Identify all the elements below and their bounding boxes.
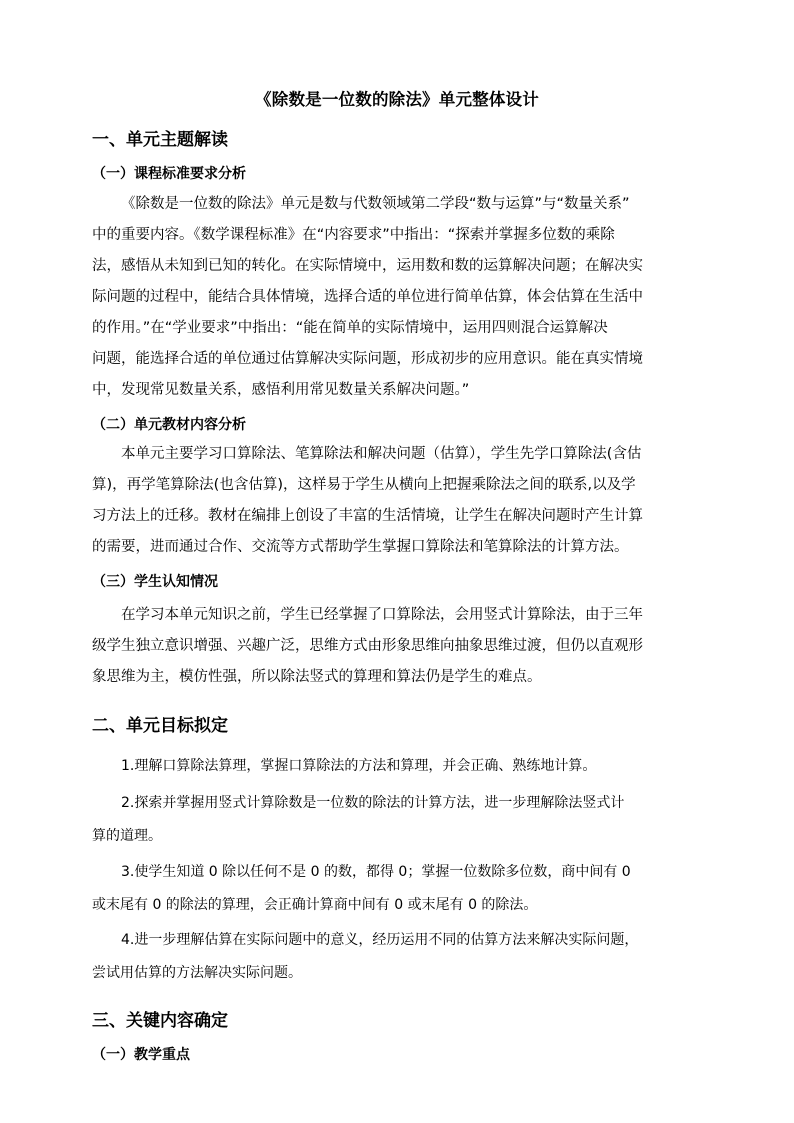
paragraph-line: 算)，再学笔算除法(也含估算)，这样易于学生从横向上把握乘除法之间的联系,以及学	[92, 477, 636, 493]
subsection-heading-1-1: （一）课程标准要求分析	[92, 166, 246, 182]
paragraph-line: 习方法上的迁移。教材在编排上创设了丰富的生活情境，让学生在解决问题时产生计算	[92, 508, 643, 524]
paragraph-textbook-analysis	[92, 439, 704, 563]
paragraph-line: 中的重要内容。《数学课程标准》在“内容要求”中指出：“探索并掌握多位数的乘除	[92, 227, 615, 243]
subsection-heading-3-1: （一）教学重点	[92, 1047, 190, 1063]
goal-line: 算的道理。	[92, 828, 162, 844]
paragraph-line: 本单元主要学习口算除法、笔算除法和解决问题（估算），学生先学口算除法(含估	[121, 446, 642, 462]
paragraph-line: 问题，能选择合适的单位通过估算解决实际问题，形成初步的应用意识。能在真实情境	[92, 351, 643, 367]
goal-item-1	[92, 750, 704, 783]
paragraph-line: 在学习本单元知识之前，学生已经掌握了口算除法，会用竖式计算除法，由于三年	[121, 607, 643, 623]
section-heading-2: 二、单元目标拟定	[92, 716, 228, 736]
paragraph-line: 际问题的过程中，能结合具体情境，选择合适的单位进行简单估算，体会估算在生活中	[92, 289, 643, 305]
paragraph-curriculum-standard	[92, 189, 704, 406]
section-heading-1: 一、单元主题解读	[92, 130, 228, 150]
document-title: 《除数是一位数的除法》单元整体设计	[255, 90, 539, 109]
subsection-heading-1-3: （三）学生认知情况	[92, 574, 218, 590]
paragraph-line: 中，发现常见数量关系，感悟利用常见数量关系解决问题。”	[92, 382, 470, 398]
goal-line: 4.进一步理解估算在实际问题中的意义，经历运用不同的估算方法来解决实际问题，	[121, 932, 639, 948]
goal-line: 1.理解口算除法算理，掌握口算除法的方法和算理，并会正确、熟练地计算。	[121, 758, 597, 774]
goal-item-2	[92, 787, 704, 853]
paragraph-line: 法，感悟从未知到已知的转化。在实际情境中，运用数和数的运算解决问题；在解决实	[92, 258, 643, 274]
goal-line: 3.使学生知道 0 除以任何不是 0 的数，都得 0；掌握一位数除多位数，商中间有 0	[121, 864, 631, 880]
section-heading-3: 三、关键内容确定	[92, 1011, 228, 1031]
goal-item-4	[92, 924, 704, 990]
paragraph-line: 《除数是一位数的除法》单元是数与代数领域第二学段“数与运算”与“数量关系”	[121, 196, 630, 212]
paragraph-student-cognition	[92, 600, 704, 693]
paragraph-line: 象思维为主，模仿性强，所以除法竖式的算理和算法仍是学生的难点。	[92, 669, 542, 685]
paragraph-line: 的作用。”在“学业要求”中指出：“能在简单的实际情境中，运用四则混合运算解决	[92, 320, 608, 336]
goal-line: 2.探索并掌握用竖式计算除数是一位数的除法的计算方法，进一步理解除法竖式计	[121, 795, 625, 811]
goal-line: 或末尾有 0 的除法的算理，会正确计算商中间有 0 或末尾有 0 的除法。	[92, 897, 538, 913]
goal-line: 尝试用估算的方法解决实际问题。	[92, 965, 302, 981]
paragraph-line: 级学生独立意识增强、兴趣广泛，思维方式由形象思维向抽象思维过渡，但仍以直观形	[92, 638, 643, 654]
subsection-heading-1-2: （二）单元教材内容分析	[92, 417, 246, 433]
goal-item-3	[92, 856, 704, 922]
paragraph-line: 的需要，进而通过合作、交流等方式帮助学生掌握口算除法和笔算除法的计算方法。	[92, 539, 629, 555]
